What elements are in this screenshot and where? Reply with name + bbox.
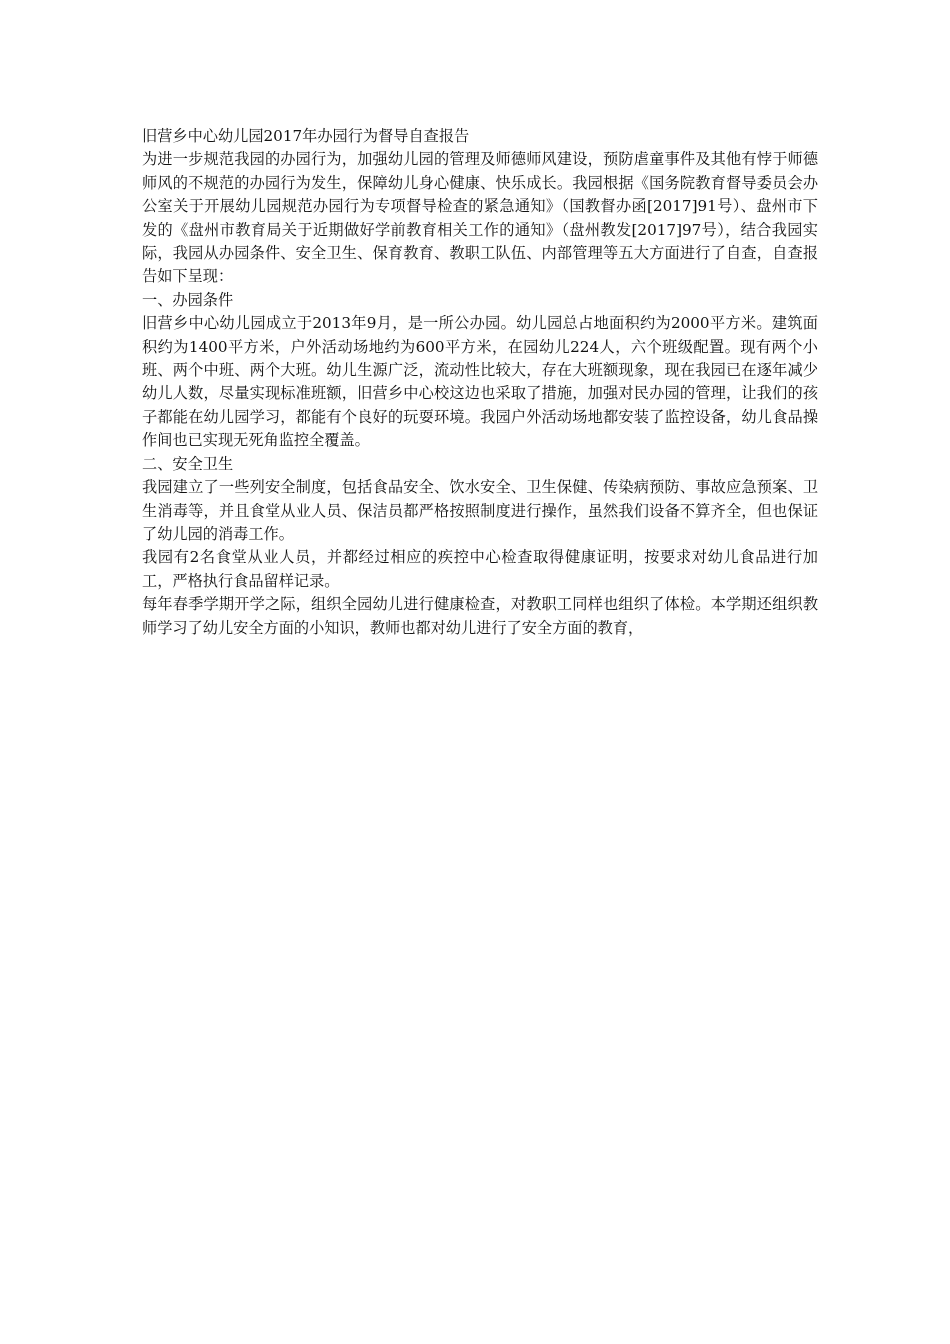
section-heading-conditions: 一、办园条件 bbox=[142, 290, 234, 309]
section-heading-safety: 二、安全卫生 bbox=[142, 454, 234, 473]
conditions-paragraph: 旧营乡中心幼儿园成立于2013年9月，是一所公办园。幼儿园总占地面积约为2000平方米。建筑面积约为1400平方米，户外活动场地约为600平方米，在园幼儿224人，六个班级配置。现有两个小班、两个中班、两个大班。幼儿生源广泛，流动性比较大，存在大班额现象，现在我园已在逐年减少幼儿人数，尽量实现标准班额，旧营乡中心校这边也采取了措施，加强对民办园的管理，让我们的孩子都能在幼儿园学习，都能有个良好的玩耍环境。我园户外活动场地都安装了监控设备，幼儿食品操作间也已实现无死角监控全覆盖。 bbox=[142, 314, 818, 450]
document-title: 旧营乡中心幼儿园2017年办园行为督导自查报告 bbox=[142, 127, 470, 145]
safety-paragraph-2: 我园有2名食堂从业人员，并都经过相应的疾控中心检查取得健康证明，按要求对幼儿食品进行加工，严格执行食品留样记录。 bbox=[142, 548, 818, 590]
safety-paragraph-1: 我园建立了一些列安全制度，包括食品安全、饮水安全、卫生保健、传染病预防、事故应急预案、卫生消毒等，并且食堂从业人员、保洁员都严格按照制度进行操作，虽然我们设备不算齐全，但也保证了幼儿园的消毒工作。 bbox=[142, 478, 818, 543]
intro-paragraph: 为进一步规范我园的办园行为，加强幼儿园的管理及师德师风建设，预防虐童事件及其他有悖于师德师风的不规范的办园行为发生，保障幼儿身心健康、快乐成长。我园根据《国务院教育督导委员会办公室关于开展幼儿园规范办园行为专项督导检查的紧急通知》（国教督办函[2017]91号）、盘州市下发的《盘州市教育局关于近期做好学前教育相关工作的通知》（盘州教发[2017]97号），结合我园实际，我园从办园条件、安全卫生、保育教育、教职工队伍、内部管理等五大方面进行了自查，自查报告如下呈现： bbox=[142, 150, 818, 286]
safety-paragraph-3: 每年春季学期开学之际，组织全园幼儿进行健康检查，对教职工同样也组织了体检。本学期还组织教师学习了幼儿安全方面的小知识，教师也都对幼儿进行了安全方面的教育， bbox=[142, 595, 818, 637]
document-body bbox=[142, 125, 818, 640]
